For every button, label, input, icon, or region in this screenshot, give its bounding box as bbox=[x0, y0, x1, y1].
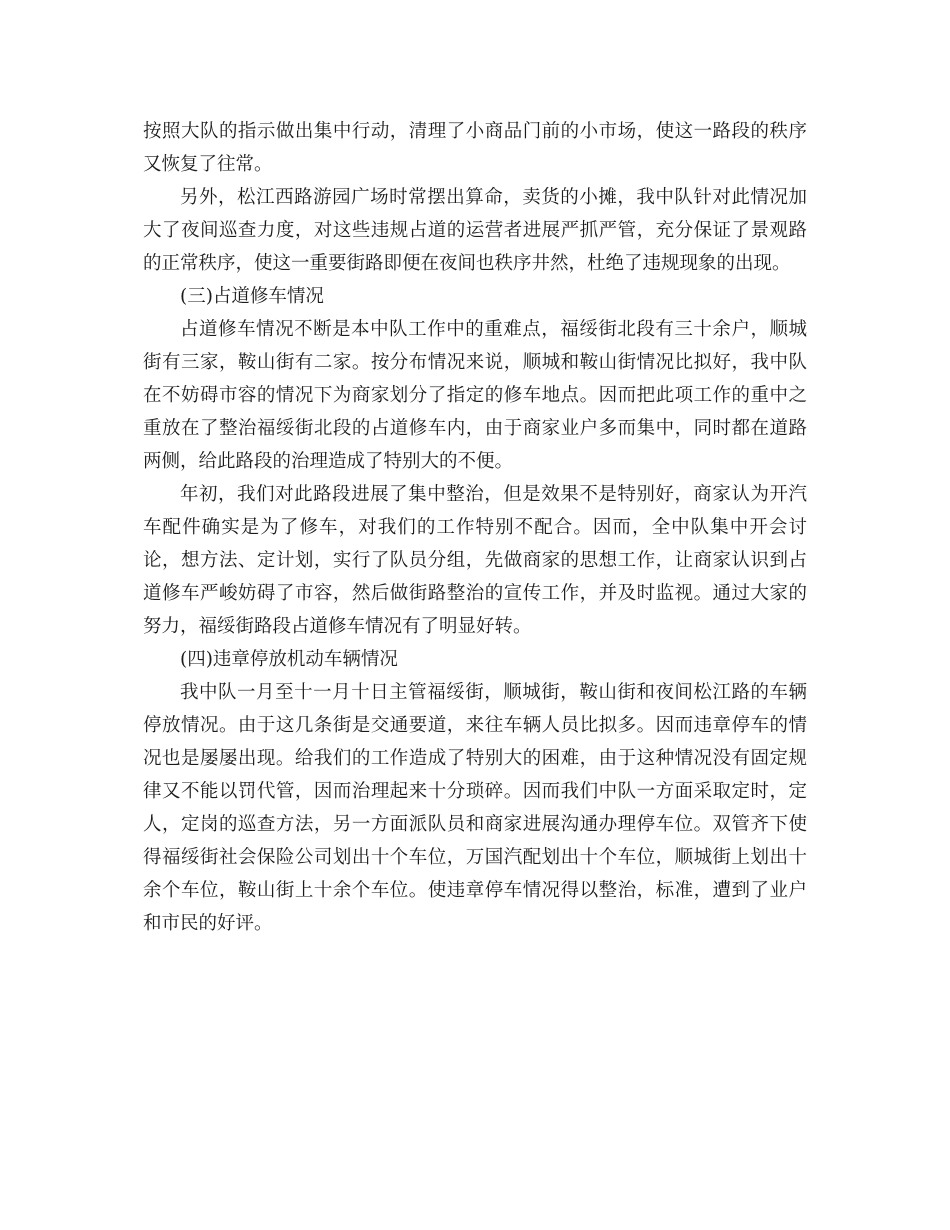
document-body bbox=[143, 115, 807, 940]
paragraph-illegal-parking: 我中队一月至十一月十日主管福绥街，顺城街，鞍山街和夜间松江路的车辆停放情况。由于这几条街是交通要道，来往车辆人员比拟多。因而违章停车的情况也是屡屡出现。给我们的工作造成了特别大的困难，由于这种情况没有固定规律又不能以罚代管，因而治理起来十分琐碎。因而我们中队一方面采取定时，定人，定岗的巡查方法，另一方面派队员和商家进展沟通办理停车位。双管齐下使得福绥街社会保险公司划出十个车位，万国汽配划出十个车位，顺城街上划出十余个车位，鞍山街上十余个车位。使违章停车情况得以整治，标准，遭到了业户和市民的好评。 bbox=[143, 682, 807, 934]
paragraph-continuation: 按照大队的指示做出集中行动，清理了小商品门前的小市场，使这一路段的秩序又恢复了往常。 bbox=[143, 121, 807, 175]
paragraph-road-repair-overview: 占道修车情况不断是本中队工作中的重难点，福绥街北段有三十余户，顺城街有三家，鞍山街有二家。按分布情况来说，顺城和鞍山街情况比拟好，我中队在不妨碍市容的情况下为商家划分了指定的修车地点。因而把此项工作的重中之重放在了整治福绥街北段的占道修车内，由于商家业户多而集中，同时都在道路两侧，给此路段的治理造成了特别大的不便。 bbox=[143, 319, 807, 472]
section-heading-road-repair: (三)占道修车情况 bbox=[180, 286, 324, 307]
paragraph-songjiang-plaza: 另外，松江西路游园广场时常摆出算命，卖货的小摊，我中队针对此情况加大了夜间巡查力度，对这些违规占道的运营者进展严抓严管，充分保证了景观路的正常秩序，使这一重要街路即便在夜间也秩序井然，杜绝了违规现象的出现。 bbox=[143, 187, 807, 274]
section-heading-illegal-parking: (四)违章停放机动车辆情况 bbox=[180, 649, 398, 670]
paragraph-road-repair-rectification: 年初，我们对此路段进展了集中整治，但是效果不是特别好，商家认为开汽车配件确实是为了修车，对我们的工作特别不配合。因而，全中队集中开会讨论，想方法、定计划，实行了队员分组，先做商家的思想工作，让商家认识到占道修车严峻妨碍了市容，然后做街路整治的宣传工作，并及时监视。通过大家的努力，福绥街路段占道修车情况有了明显好转。 bbox=[143, 484, 807, 637]
